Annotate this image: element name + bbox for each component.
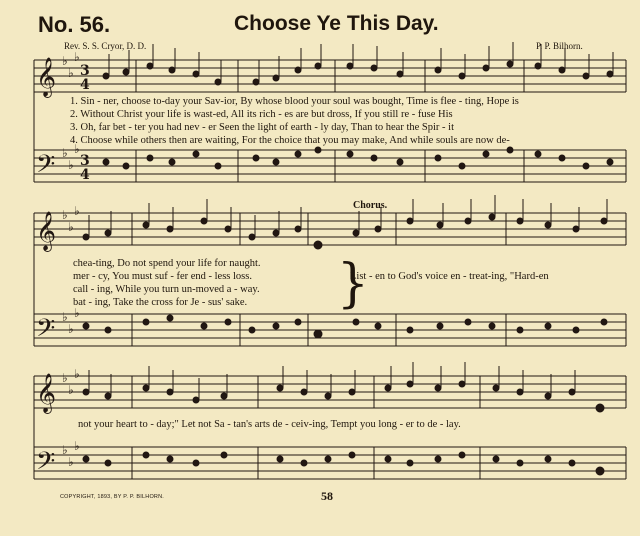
svg-text:♭: ♭ <box>74 204 80 218</box>
svg-text:3: 3 <box>80 63 90 79</box>
page-number: 58 <box>321 489 333 503</box>
svg-text:♭: ♭ <box>68 220 74 234</box>
verse-ending-3: call - ing, While you turn un-moved a - way. <box>73 284 260 295</box>
svg-text:𝄞: 𝄞 <box>36 373 57 413</box>
svg-text:♭: ♭ <box>74 367 80 381</box>
lyricist-credit: Rev. S. S. Cryor, D. D. <box>64 41 147 51</box>
svg-text:𝄢: 𝄢 <box>36 447 56 482</box>
svg-text:♭: ♭ <box>68 322 74 336</box>
verse-2: 2. Without Christ your life is wast-ed, All its rich - es are but dross, If you still re - fuse His <box>70 109 453 120</box>
svg-text:♭: ♭ <box>68 455 74 469</box>
svg-text:3: 3 <box>80 153 90 169</box>
chorus-line-2: not your heart to - day;" Let not Sa - tan's arts de - ceiv-ing, Tempt you long - er to de - lay. <box>78 419 461 430</box>
svg-text:4: 4 <box>80 167 90 183</box>
svg-text:♭: ♭ <box>68 66 74 80</box>
verse-lyrics <box>70 95 519 147</box>
hymn-number: No. 56. <box>38 12 111 37</box>
chorus-line-1: List - en to God's voice en - treat-ing, "Hard-en <box>350 271 549 282</box>
verse-ending-lyrics <box>73 257 261 309</box>
svg-text:♭: ♭ <box>62 146 68 160</box>
svg-text:♭: ♭ <box>62 371 68 385</box>
svg-text:♭: ♭ <box>62 208 68 222</box>
svg-text:♭: ♭ <box>74 142 80 156</box>
chorus-label: Chorus. <box>353 200 388 211</box>
svg-text:♭: ♭ <box>68 158 74 172</box>
verse-4: 4. Choose while others then are waiting, For the choice that you may make, And while souls are now de- <box>70 135 510 146</box>
svg-text:𝄢: 𝄢 <box>36 150 56 185</box>
verse-ending-4: bat - ing, Take the cross for Je - sus' sake. <box>73 297 248 308</box>
verse-brace: } <box>337 252 369 314</box>
svg-text:♭: ♭ <box>62 310 68 324</box>
svg-text:♭: ♭ <box>62 443 68 457</box>
svg-text:♭: ♭ <box>68 383 74 397</box>
verse-ending-1: chea-ting, Do not spend your life for naught. <box>73 258 261 269</box>
svg-text:4: 4 <box>80 77 90 93</box>
copyright-notice: COPYRIGHT, 1893, BY P. P. BILHORN. <box>60 494 165 500</box>
svg-text:𝄞: 𝄞 <box>36 211 57 251</box>
verse-1: 1. Sin - ner, choose to-day your Sav-ior, By whose blood your soul was bought, Time is flee - ting, Hope is <box>70 96 519 107</box>
svg-text:♭: ♭ <box>74 306 80 320</box>
svg-text:𝄢: 𝄢 <box>36 314 56 349</box>
svg-text:♭: ♭ <box>62 54 68 68</box>
verse-3: 3. Oh, far bet - ter you had nev - er Seen the light of earth - ly day, Than to hear the Spir - it <box>70 122 455 133</box>
svg-text:♭: ♭ <box>74 50 80 64</box>
composer-credit: P. P. Bilhorn. <box>536 41 583 51</box>
svg-text:𝄞: 𝄞 <box>36 57 57 97</box>
hymn-title: Choose Ye This Day. <box>234 12 439 35</box>
verse-ending-2: mer - cy, You must suf - fer end - less loss. <box>73 271 252 282</box>
svg-text:♭: ♭ <box>74 439 80 453</box>
